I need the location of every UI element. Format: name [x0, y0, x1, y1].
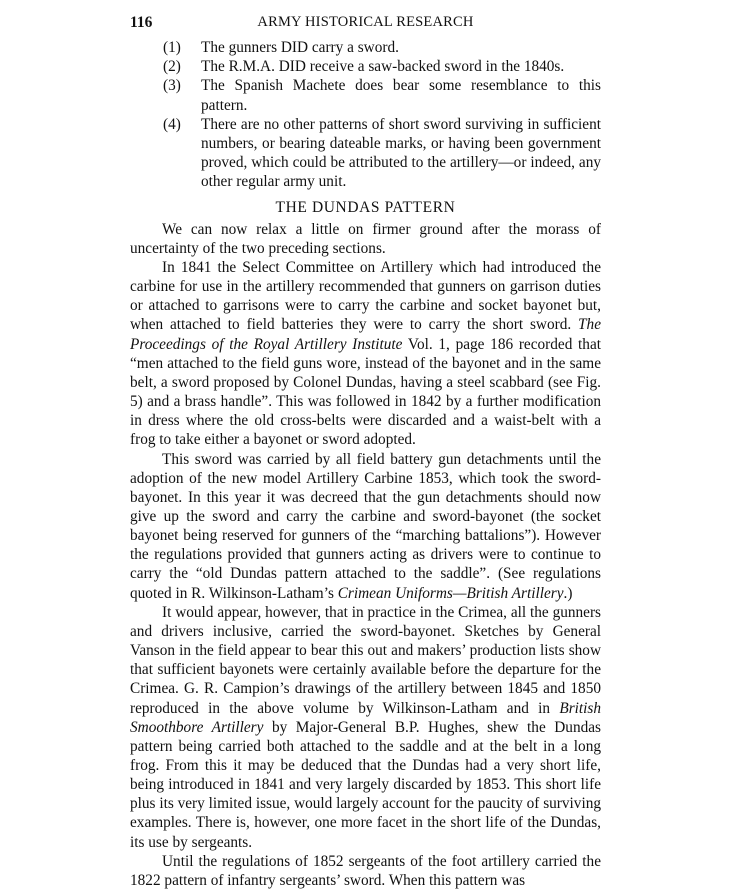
- document-page: [130, 14, 601, 890]
- paragraph-text: It would appear, however, that in practice in the Crimea, all the gunners and drivers inclusive, carried the sword-bayonet. Sketches by General Vanson in the field appear to bear this out and makers’ production lists show that sufficient bayonets were certainly available before the departure for the Crimea. G. R. Campion’s drawings of the artillery between 1845 and 1850 reproduced in the above volume by Wilkinson-Latham and in: [130, 603, 601, 717]
- list-item-number: (3): [163, 77, 181, 95]
- italic-citation: British Smoothbore Artillery: [130, 699, 601, 736]
- numbered-list: [163, 38, 601, 192]
- running-title: ARMY HISTORICAL RESEARCH: [257, 14, 474, 30]
- section-heading: THE DUNDAS PATTERN: [275, 198, 456, 216]
- list-item-number: (4): [163, 115, 181, 133]
- list-item: [163, 57, 601, 76]
- list-item: [163, 115, 601, 192]
- paragraph: [130, 450, 601, 603]
- paragraph: [130, 603, 601, 852]
- paragraph: [130, 258, 601, 450]
- paragraph-text: In 1841 the Select Committee on Artillery which had introduced the carbine for use in the artillery recommended that gunners on garrison duties or attached to garrisons were to carry the carbine and socket bayonet but, when attached to field batteries they were to carry the short sword.: [130, 258, 601, 334]
- list-item: [163, 76, 601, 114]
- list-item: [163, 38, 601, 57]
- paragraph-text: .): [563, 584, 573, 602]
- list-item-number: (1): [163, 39, 181, 56]
- list-item-number: (2): [163, 58, 181, 76]
- paragraph-text: by Major-General B.P. Hughes, shew the Dundas pattern being carried both attached to the saddle and at the belt in a long frog. From this it may be deduced that the Dundas had a very short life, being introduced in 1841 and very largely discarded by 1853. This short life plus its very limited issue, would largely account for the paucity of surviving examples. There is, however, one more facet in the short life of the Dundas, its use by sergeants.: [130, 718, 601, 851]
- paragraph-text: This sword was carried by all field battery gun detachments until the adoption of the new model Artillery Carbine 1853, which took the sword-bayonet. In this year it was decreed that the gun detachments should now give up the sword and carry the carbine and sword-bayonet (the socket bayonet being reserved for gunners of the “marching battalions”). However the regulations provided that gunners acting as drivers were to continue to carry the “old Dundas pattern attached to the saddle”. (See regulations quoted in R. Wilkinson-Latham’s: [130, 450, 601, 602]
- italic-citation: Crimean Uniforms—British Artillery: [337, 584, 564, 602]
- list-item-text: The R.M.A. DID receive a saw-backed sword in the 1840s.: [201, 58, 565, 76]
- body-text: [130, 220, 601, 890]
- italic-citation: The Proceedings of the Royal Artillery Institute: [130, 316, 601, 353]
- list-item-text: There are no other patterns of short sword surviving in sufficient numbers, or bearing dateable marks, or having been government proved, which could be attributed to the artillery—or indeed, any other regular army unit.: [201, 115, 601, 191]
- page-number: 116: [130, 14, 153, 31]
- page-header: [130, 14, 601, 36]
- list-item-text: The Spanish Machete does bear some resemblance to this pattern.: [201, 77, 601, 114]
- paragraph-text: Vol. 1, page 186 recorded that “men attached to the field guns wore, instead of the bayonet and in the same belt, a sword proposed by Colonel Dundas, having a steel scabbard (see Fig. 5) and a brass handle”. This was followed in 1842 by a further modification in dress where the old cross-belts were discarded and a waist-belt with a frog to take either a bayonet or sword adopted.: [130, 335, 601, 449]
- paragraph: Until the regulations of 1852 sergeants of the foot artillery carried the 1822 pattern of infantry sergeants’ sword. When this pattern was: [130, 852, 601, 889]
- list-item-text: The gunners DID carry a sword.: [201, 39, 399, 56]
- paragraph: We can now relax a little on firmer ground after the morass of uncertainty of the two preceding sections.: [130, 220, 601, 257]
